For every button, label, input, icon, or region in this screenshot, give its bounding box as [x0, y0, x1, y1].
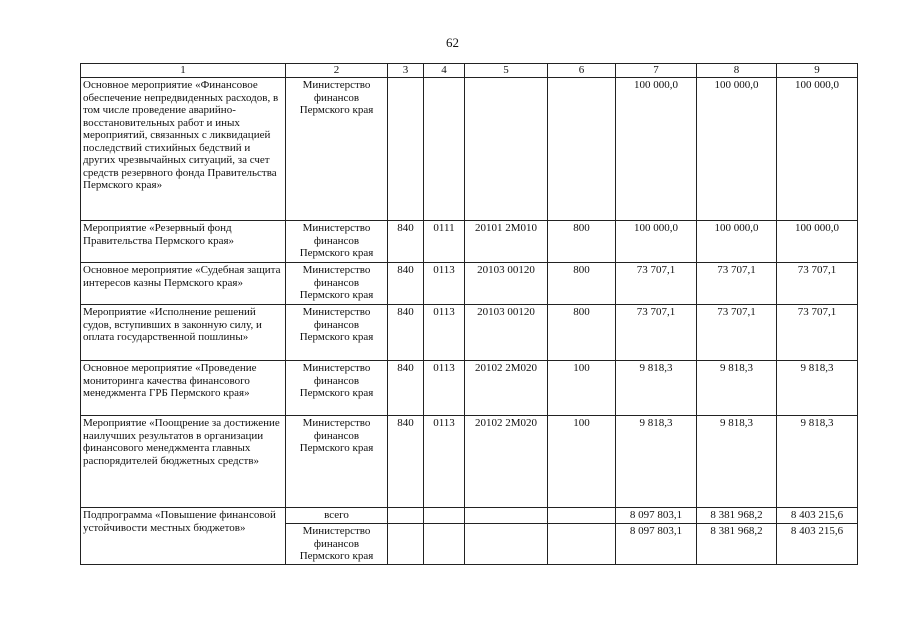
row-c6: 100	[548, 361, 616, 416]
header-cell: 1	[81, 64, 286, 78]
row-c4: 0113	[424, 305, 465, 361]
row-org: Министерство финансов Пермского края	[286, 361, 388, 416]
row-v9: 100 000,0	[777, 78, 858, 221]
row-v9: 8 403 215,6	[777, 508, 858, 524]
row-v8: 9 818,3	[697, 361, 777, 416]
row-name: Мероприятие «Резервный фонд Правительства Пермского края»	[81, 221, 286, 263]
row-c5	[465, 78, 548, 221]
row-v9: 9 818,3	[777, 361, 858, 416]
row-c5: 20103 00120	[465, 305, 548, 361]
row-v9: 73 707,1	[777, 263, 858, 305]
row-c6: 800	[548, 305, 616, 361]
row-c5: 20101 2М010	[465, 221, 548, 263]
header-cell: 9	[777, 64, 858, 78]
row-v8: 8 381 968,2	[697, 508, 777, 524]
row-v7: 9 818,3	[616, 416, 697, 508]
row-name: Основное мероприятие «Судебная защита интересов казны Пермского края»	[81, 263, 286, 305]
row-org: Министерство финансов Пермского края	[286, 416, 388, 508]
row-c3: 840	[388, 221, 424, 263]
header-cell: 7	[616, 64, 697, 78]
row-v8: 8 381 968,2	[697, 524, 777, 565]
table-row	[81, 416, 858, 508]
row-c3: 840	[388, 263, 424, 305]
header-row	[81, 64, 858, 78]
row-c6	[548, 78, 616, 221]
row-c3	[388, 78, 424, 221]
header-cell: 4	[424, 64, 465, 78]
header-cell: 8	[697, 64, 777, 78]
row-org: Министерство финансов Пермского края	[286, 221, 388, 263]
row-c6: 800	[548, 263, 616, 305]
row-c3: 840	[388, 361, 424, 416]
header-cell: 5	[465, 64, 548, 78]
row-name: Основное мероприятие «Проведение мониторинга качества финансового менеджмента ГРБ Пермского края»	[81, 361, 286, 416]
row-org: Министерство финансов Пермского края	[286, 263, 388, 305]
row-name: Мероприятие «Исполнение решений судов, вступивших в законную силу, и оплата государственной пошлины»	[81, 305, 286, 361]
table-row	[81, 305, 858, 361]
table-row	[81, 221, 858, 263]
row-c4: 0113	[424, 263, 465, 305]
row-name: Мероприятие «Поощрение за достижение наилучших результатов в организации финансового менеджмента главных распорядителей бюджетных средств»	[81, 416, 286, 508]
row-c3: 840	[388, 305, 424, 361]
row-v7: 73 707,1	[616, 263, 697, 305]
table-row	[81, 361, 858, 416]
row-c3: 840	[388, 416, 424, 508]
row-org: Министерство финансов Пермского края	[286, 78, 388, 221]
row-c5: 20102 2М020	[465, 416, 548, 508]
row-v8: 100 000,0	[697, 221, 777, 263]
table-row	[81, 263, 858, 305]
subprogram-name: Подпрограмма «Повышение финансовой устойчивости местных бюджетов»	[81, 508, 286, 565]
row-v7: 9 818,3	[616, 361, 697, 416]
row-c4: 0113	[424, 416, 465, 508]
row-v7: 100 000,0	[616, 78, 697, 221]
row-v9: 8 403 215,6	[777, 524, 858, 565]
row-org: Министерство финансов Пермского края	[286, 305, 388, 361]
row-org: Министерство финансов Пермского края	[286, 524, 388, 565]
row-v7: 100 000,0	[616, 221, 697, 263]
row-v8: 73 707,1	[697, 305, 777, 361]
row-org: всего	[286, 508, 388, 524]
row-c6: 800	[548, 221, 616, 263]
header-cell: 3	[388, 64, 424, 78]
row-v9: 73 707,1	[777, 305, 858, 361]
budget-table	[80, 63, 858, 565]
header-cell: 6	[548, 64, 616, 78]
row-c5: 20103 00120	[465, 263, 548, 305]
row-v7: 73 707,1	[616, 305, 697, 361]
row-name: Основное мероприятие «Финансовое обеспечение непредвиденных расходов, в том числе проведение аварийно-восстановительных работ и иных мероприятий, связанных с ликвидацией последствий стихийных бедствий и других чрезвычайных ситуаций, за счет средств резервного фонда Правительства Пермского края»	[81, 78, 286, 221]
row-c4: 0113	[424, 361, 465, 416]
header-cell: 2	[286, 64, 388, 78]
row-v9: 100 000,0	[777, 221, 858, 263]
row-c4: 0111	[424, 221, 465, 263]
subprogram-total-row	[81, 508, 858, 524]
row-c5: 20102 2М020	[465, 361, 548, 416]
page-number: 62	[446, 35, 459, 50]
row-v8: 9 818,3	[697, 416, 777, 508]
row-c6: 100	[548, 416, 616, 508]
row-v7: 8 097 803,1	[616, 508, 697, 524]
row-v7: 8 097 803,1	[616, 524, 697, 565]
row-v8: 73 707,1	[697, 263, 777, 305]
table-row	[81, 78, 858, 221]
row-c4	[424, 78, 465, 221]
row-v8: 100 000,0	[697, 78, 777, 221]
row-v9: 9 818,3	[777, 416, 858, 508]
